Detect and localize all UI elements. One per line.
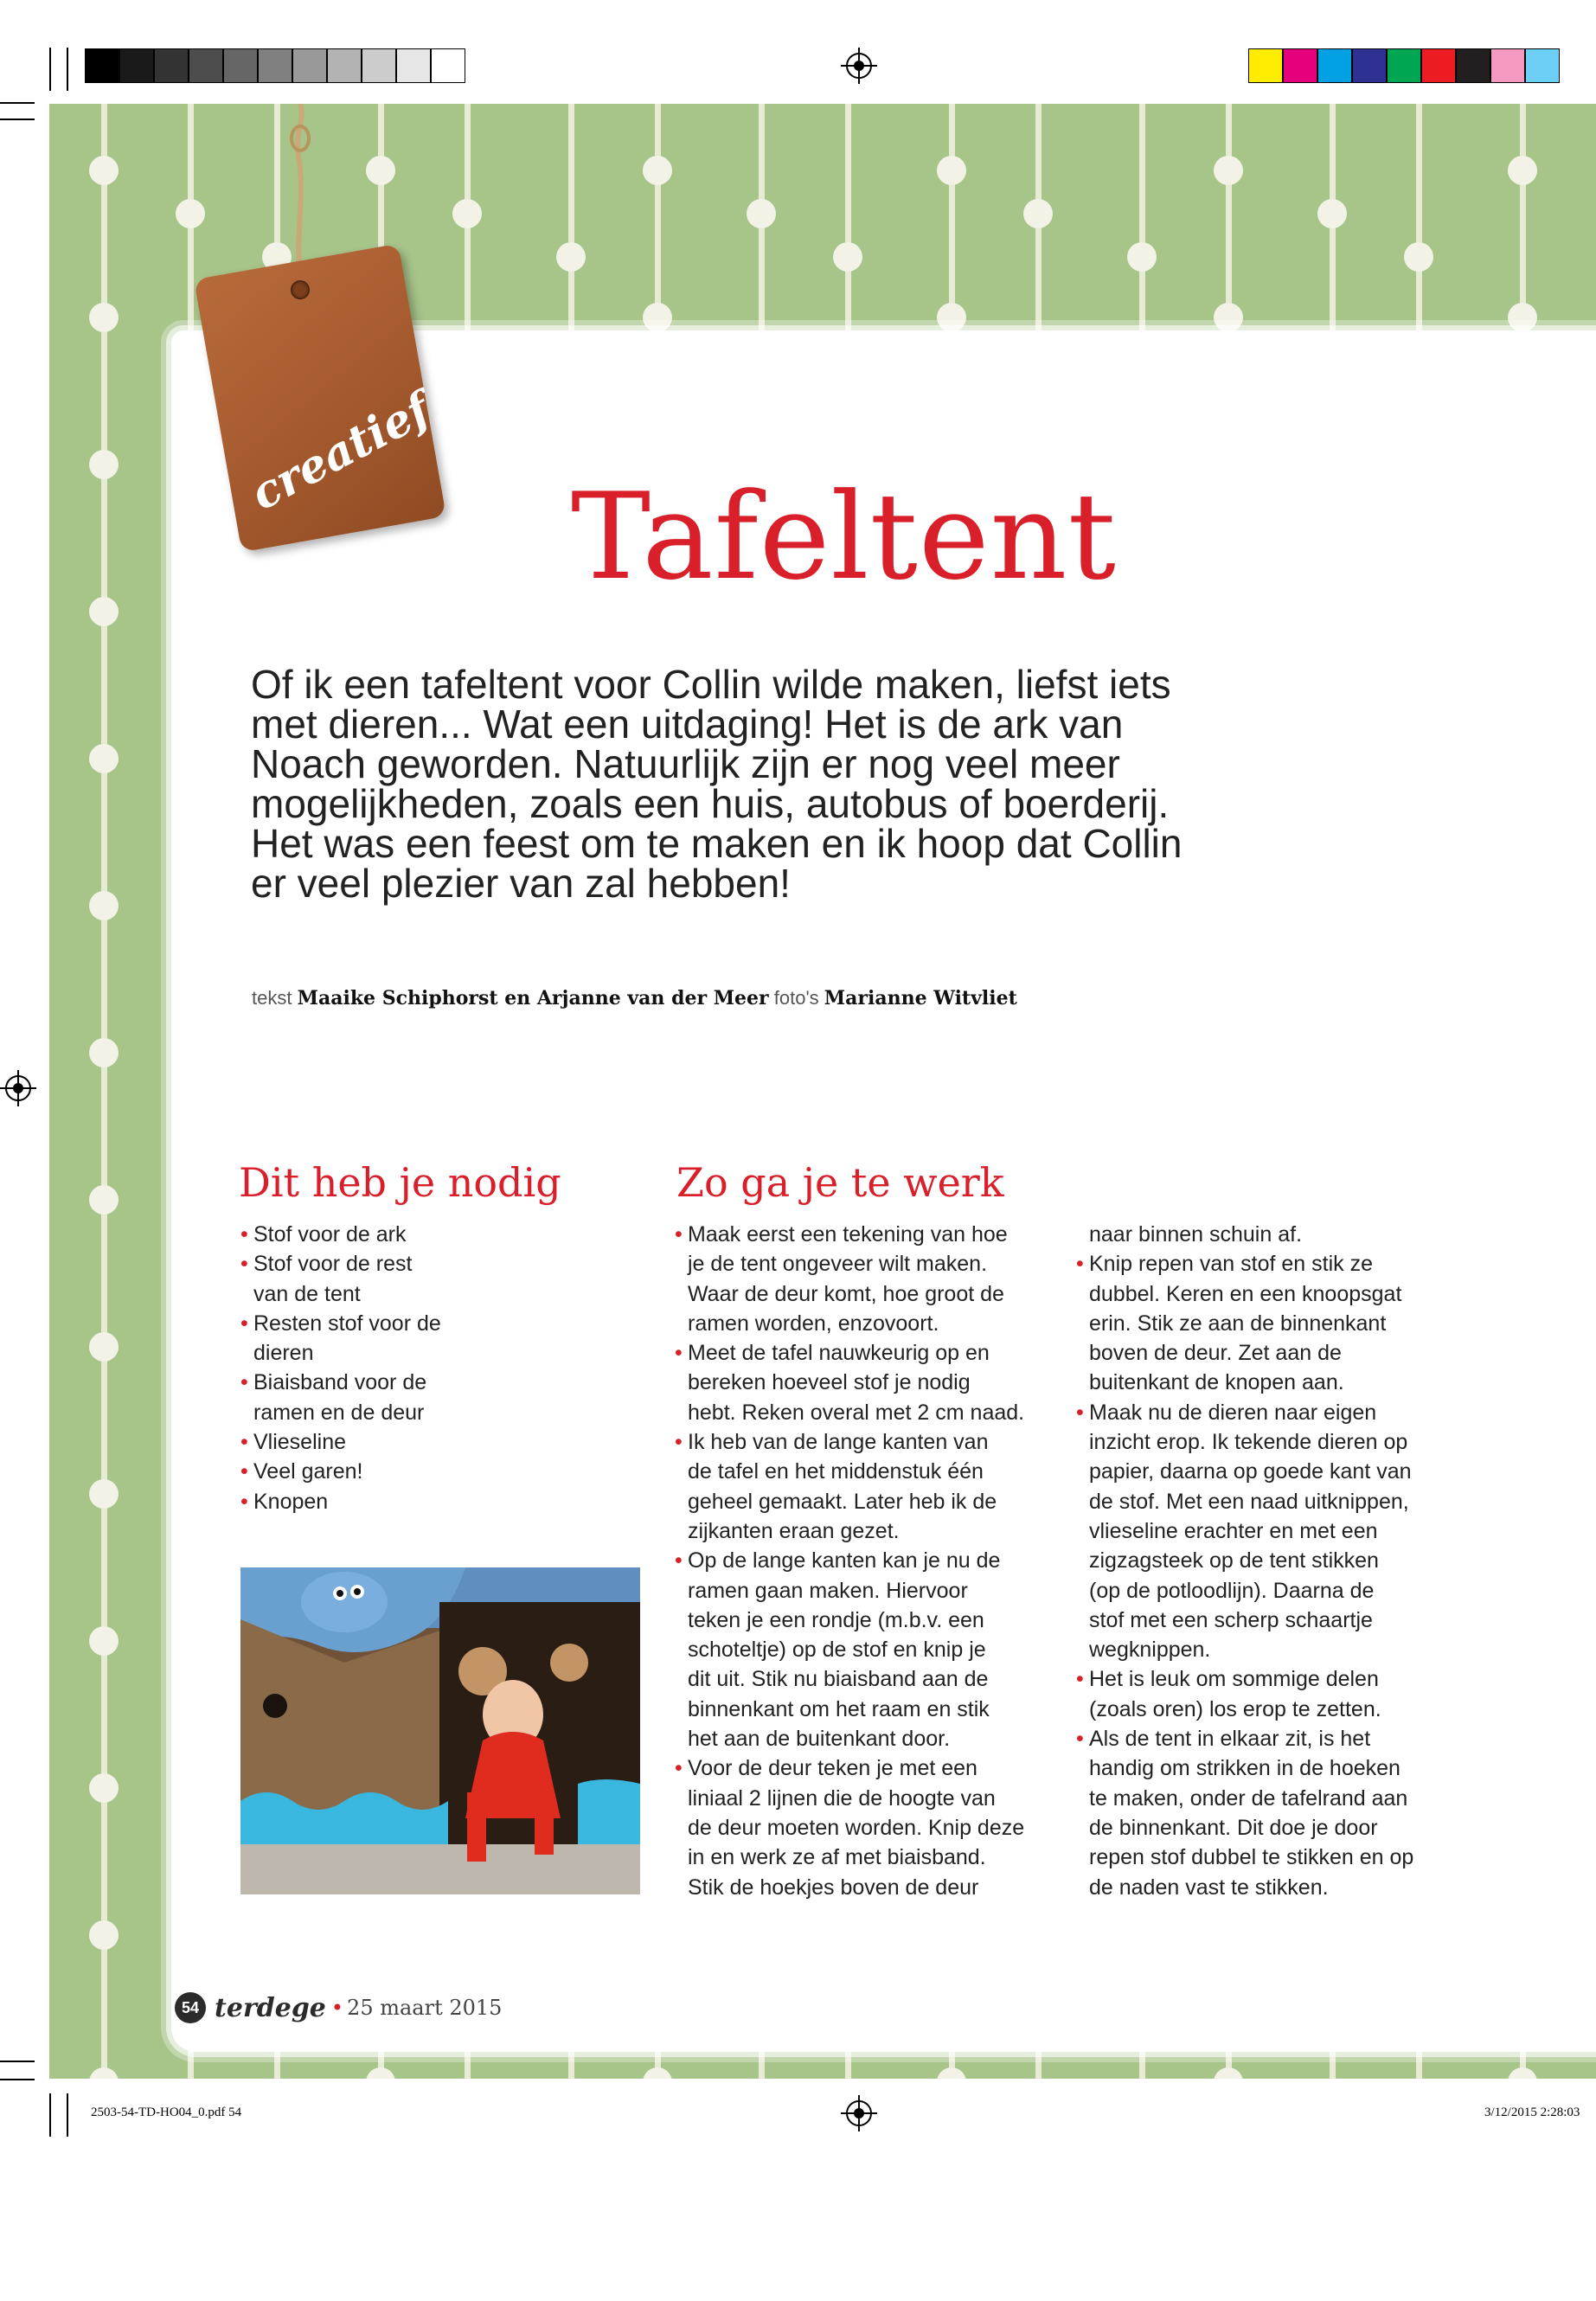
background-bead (89, 597, 119, 626)
background-bead (1508, 156, 1537, 185)
magazine-brand: terdege (215, 1992, 326, 2023)
list-item-continuation: wegknippen. (1089, 1638, 1211, 1663)
list-item: • Maak nu de dieren naar eigen (1076, 1398, 1457, 1427)
gray-swatch (396, 48, 431, 83)
list-item-continuation: (op de potloodlijn). Daarna de (1089, 1578, 1375, 1603)
list-item-continuation: de stof. Met een naad uitknippen, (1089, 1489, 1409, 1514)
list-item-continuation: repen stof dubbel te stikken en op (1089, 1845, 1414, 1870)
gray-swatch (119, 48, 154, 83)
list-item-continuation: dit uit. Stik nu biaisband aan de (688, 1667, 989, 1692)
process-swatch (1490, 48, 1525, 83)
list-item-continuation: bereken hoeveel stof je nodig (688, 1370, 971, 1395)
slug-file: 2503-54-TD-HO04_0.pdf 54 (91, 2106, 242, 2119)
registration-mark-left (5, 1075, 31, 1101)
list-item-continuation: van de tent (253, 1281, 361, 1306)
needs-heading: Dit heb je nodig (239, 1159, 561, 1206)
issue-date: • 25 maart 2015 (330, 1996, 503, 2020)
gray-swatch (292, 48, 327, 83)
background-bead (89, 891, 119, 920)
list-item: • Resten stof voor de (240, 1309, 500, 1338)
list-item-continuation: papier, daarna op goede kant van (1089, 1459, 1412, 1484)
background-bead (89, 303, 119, 332)
background-bead (1214, 2067, 1243, 2079)
intro-line: Het was een feest om te maken en ik hoop dat Collin (251, 821, 1183, 866)
intro-line: met dieren... Wat een uitdaging! Het is de ark van (251, 702, 1124, 747)
list-item-continuation: in en werk ze af met biaisband. (688, 1845, 986, 1870)
list-item-continuation: dubbel. Keren en een knoopsgat (1089, 1281, 1402, 1306)
background-bead (89, 450, 119, 479)
list-item-continuation: inzicht erop. Ik tekende dieren op (1089, 1430, 1408, 1455)
process-swatch (1525, 48, 1560, 83)
list-item: • Stof voor de ark (240, 1220, 500, 1249)
intro-line: Noach geworden. Natuurlijk zijn er nog veel meer (251, 741, 1120, 786)
list-item: • Ik heb van de lange kanten van (675, 1427, 1055, 1457)
crop-mark (0, 102, 35, 104)
background-bead (937, 2067, 966, 2079)
intro-line: Of ik een tafeltent voor Collin wilde maken, liefst iets (251, 662, 1171, 707)
list-item-continuation: teken je een rondje (m.b.v. een (688, 1607, 984, 1632)
gray-swatch (189, 48, 223, 83)
list-item: • Meet de tafel nauwkeurig op en (675, 1338, 1055, 1368)
list-item: • Het is leuk om sommige delen (1076, 1664, 1457, 1694)
background-bead (89, 1626, 119, 1656)
intro-line: mogelijkheden, zoals een huis, autobus of boerderij. (251, 781, 1170, 826)
background-bead (89, 1920, 119, 1950)
background-bead (1127, 242, 1157, 272)
process-swatch (1248, 48, 1283, 83)
registration-mark-bottom (846, 2100, 872, 2126)
credit-text-label: tekst (252, 987, 292, 1009)
list-item: • Op de lange kanten kan je nu de (675, 1546, 1055, 1575)
background-bead (89, 1038, 119, 1067)
list-item: • Veel garen! (240, 1457, 500, 1486)
list-item-continuation: buitenkant de knopen aan. (1089, 1370, 1344, 1395)
list-item-continuation: ramen en de deur (253, 1400, 425, 1425)
crop-mark (0, 119, 35, 120)
gray-swatch (85, 48, 119, 83)
process-swatch (1456, 48, 1490, 83)
list-item-continuation: geheel gemaakt. Later heb ik de (688, 1489, 997, 1514)
list-item-continuation: boven de deur. Zet aan de (1089, 1341, 1342, 1366)
list-item-continuation: zijkanten eraan gezet. (688, 1518, 900, 1543)
background-bead (89, 744, 119, 773)
background-bead (1317, 199, 1347, 228)
issue-date-text: 25 maart 2015 (347, 1996, 503, 2020)
slug-timestamp: 3/12/2015 2:28:03 (1484, 2106, 1580, 2119)
background-bead (937, 156, 966, 185)
crop-mark (67, 48, 68, 91)
work-column-1 (675, 1220, 1055, 1902)
crop-mark (49, 2093, 51, 2137)
background-bead (366, 2067, 395, 2079)
background-bead (366, 156, 395, 185)
list-item: • Als de tent in elkaar zit, is het (1076, 1724, 1457, 1753)
intro-text (251, 662, 1384, 906)
list-item-continuation: ramen worden, enzovoort. (688, 1311, 939, 1336)
background-bead (89, 1332, 119, 1362)
process-swatch (1387, 48, 1421, 83)
credit-authors: Maaike Schiphorst en Arjanne van der Meer (297, 987, 769, 1009)
list-item-continuation: Waar de deur komt, hoe groot de (688, 1281, 1004, 1306)
list-item-continuation: (zoals oren) los erop te zetten. (1089, 1696, 1381, 1721)
registration-mark-top (846, 53, 872, 79)
background-bead (452, 199, 482, 228)
work-heading: Zo ga je te werk (676, 1159, 1004, 1206)
gray-swatch (362, 48, 396, 83)
background-bead (833, 242, 862, 272)
list-item-continuation: liniaal 2 lijnen die de hoogte van (688, 1785, 996, 1811)
background-bead (1214, 303, 1243, 332)
background-bead (1023, 199, 1053, 228)
list-item: • Maak eerst een tekening van hoe (675, 1220, 1055, 1249)
list-item-continuation: binnenkant om het raam en stik (688, 1696, 990, 1721)
list-item-continuation: handig om strikken in de hoeken (1089, 1756, 1401, 1781)
article-title: Tafeltent (571, 467, 1117, 606)
background-bead (176, 199, 205, 228)
background-bead (556, 242, 586, 272)
crop-mark (0, 2061, 35, 2062)
crop-mark (49, 48, 51, 91)
gray-swatch (327, 48, 362, 83)
list-item-continuation: zigzagsteek op de tent stikken (1089, 1548, 1379, 1574)
background-bead (643, 303, 672, 332)
list-item-continuation: Stik de hoekjes boven de deur (688, 1875, 979, 1900)
list-item: • Voor de deur teken je met een (675, 1753, 1055, 1783)
category-label: creatief (242, 382, 439, 522)
list-item-continuation: dieren (253, 1341, 314, 1366)
list-item: • Knopen (240, 1487, 500, 1516)
gray-swatch (431, 48, 465, 83)
list-item-continuation: de deur moeten worden. Knip deze (688, 1815, 1025, 1840)
list-item-continuation: je de tent ongeveer wilt maken. (688, 1252, 988, 1277)
gray-swatch (258, 48, 292, 83)
list-item-continuation: vlieseline erachter en met een (1089, 1518, 1378, 1543)
background-bead (89, 1185, 119, 1215)
intro-line: er veel plezier van zal hebben! (251, 861, 791, 906)
credit-photo-label: foto's (773, 987, 819, 1009)
process-color-bar (1248, 48, 1560, 83)
list-item-continuation: te maken, onder de tafelrand aan (1089, 1785, 1408, 1811)
background-bead (89, 156, 119, 185)
page-footer (175, 1992, 502, 2023)
list-item-continuation: schoteltje) op de stof en knip je (688, 1638, 986, 1663)
list-item: • Stof voor de rest (240, 1249, 500, 1279)
process-swatch (1352, 48, 1387, 83)
background-bead (747, 199, 776, 228)
list-item-continuation: de naden vast te stikken. (1089, 1875, 1329, 1900)
background-bead (89, 1479, 119, 1509)
needs-list (240, 1220, 500, 1516)
page-number: 54 (175, 1992, 206, 2023)
process-swatch (1317, 48, 1352, 83)
background-bead (89, 2067, 119, 2079)
grayscale-color-bar (85, 48, 465, 83)
credit-photographer: Marianne Witvliet (824, 987, 1017, 1009)
list-item-continuation: de binnenkant. Dit doe je door (1089, 1815, 1378, 1840)
background-bead (643, 2067, 672, 2079)
work-column-2 (1076, 1220, 1457, 1902)
list-item-continuation: ramen gaan maken. Hiervoor (688, 1578, 968, 1603)
list-item-continuation: erin. Stik ze aan de binnenkant (1089, 1311, 1387, 1336)
process-swatch (1283, 48, 1317, 83)
background-bead (1508, 303, 1537, 332)
background-bead (1214, 156, 1243, 185)
photo-illustration (240, 1567, 640, 1894)
gray-swatch (223, 48, 258, 83)
list-item: • Biaisband voor de (240, 1368, 500, 1397)
list-item: • Knip repen van stof en stik ze (1076, 1249, 1457, 1279)
crop-mark (0, 2079, 35, 2080)
tag-hole (289, 279, 311, 300)
gray-swatch (154, 48, 189, 83)
background-bead (89, 1773, 119, 1803)
hanging-string (290, 104, 311, 277)
list-item-continuation: naar binnen schuin af. (1089, 1222, 1303, 1247)
list-item: • Vlieseline (240, 1427, 500, 1457)
crop-mark (67, 2093, 68, 2137)
list-item-continuation: de tafel en het middenstuk één (688, 1459, 984, 1484)
background-bead (643, 156, 672, 185)
background-bead (937, 303, 966, 332)
photo-baby-in-tent (240, 1567, 640, 1894)
process-swatch (1421, 48, 1456, 83)
background-bead (1404, 242, 1433, 272)
list-item-continuation: hebt. Reken overal met 2 cm naad. (688, 1400, 1025, 1425)
credits (252, 987, 1017, 1009)
list-item-continuation: stof met een scherp schaartje (1089, 1607, 1373, 1632)
list-item-continuation: het aan de buitenkant door. (688, 1727, 951, 1752)
background-bead (1508, 2067, 1537, 2079)
